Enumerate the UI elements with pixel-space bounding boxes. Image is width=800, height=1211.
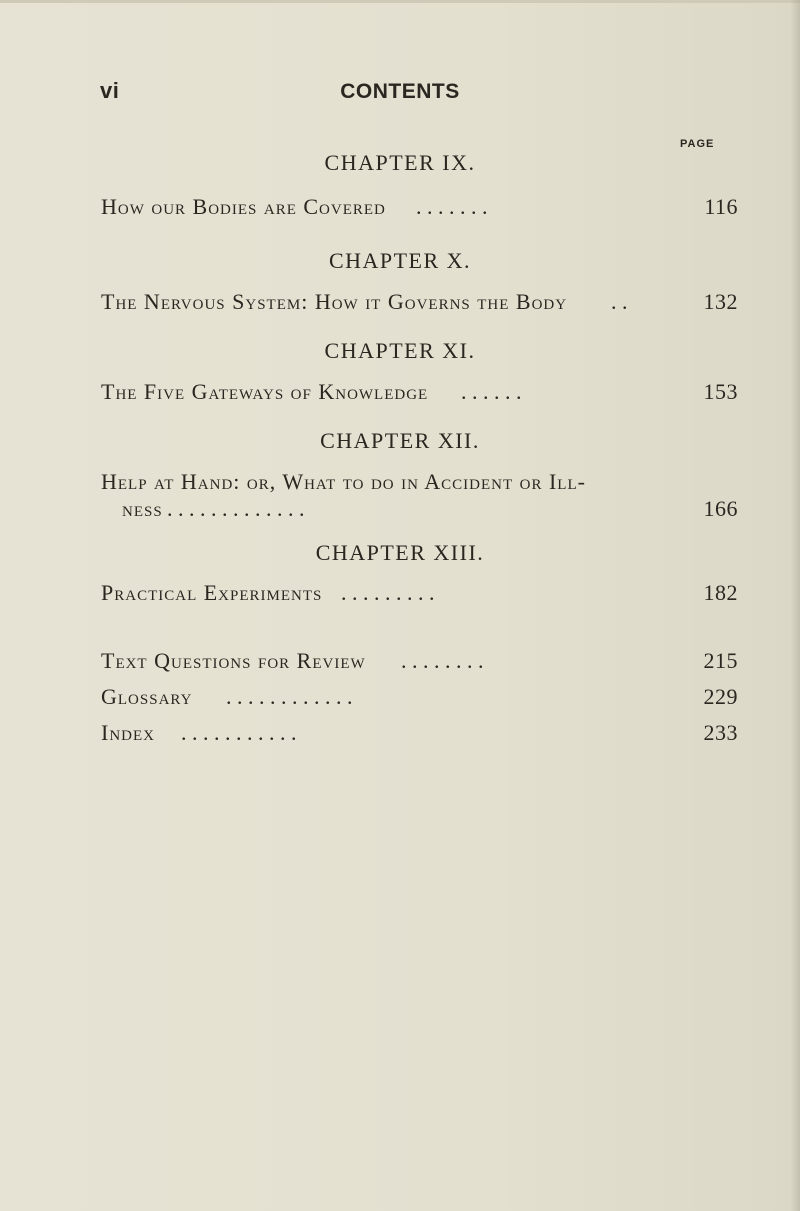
toc-entry-ix [101, 194, 738, 220]
toc-entry-title: Index [101, 720, 155, 745]
page-folio: vi [100, 78, 120, 103]
chapter-heading-ix: CHAPTER IX. [324, 150, 476, 175]
toc-entry-review-questions [101, 648, 738, 674]
dot-leader: . . . . . . . [416, 194, 488, 219]
chapter-heading-xiii: CHAPTER XIII. [315, 540, 485, 565]
chapter-heading-xii: CHAPTER XII. [320, 428, 480, 453]
toc-page-number: 233 [703, 720, 738, 745]
chapter-heading-xi: CHAPTER XI. [324, 338, 476, 363]
toc-entry-glossary [101, 684, 738, 710]
toc-page-number: 229 [703, 684, 738, 709]
running-title: CONTENTS [340, 80, 460, 103]
dot-leader: . . . . . . . . . [341, 580, 435, 605]
chapter-heading-x: CHAPTER X. [328, 248, 472, 273]
toc-entry-index [101, 720, 738, 746]
toc-page-number: 182 [703, 580, 738, 605]
page-edge-shadow [790, 0, 800, 1211]
toc-page-number: 166 [703, 496, 738, 521]
dot-leader: . . . . . . . . [401, 648, 484, 673]
toc-entry-title-continued: ness [122, 496, 163, 521]
toc-entry-title: The Nervous System: How it Governs the Body [101, 289, 568, 314]
toc-entry-title: Help at Hand: or, What to do in Accident or Ill- [101, 469, 586, 494]
toc-entry-x [101, 289, 738, 315]
toc-page-number: 116 [704, 194, 738, 219]
toc-page-number: 132 [703, 289, 738, 314]
toc-page-number: 215 [703, 648, 738, 673]
scan-top-edge [0, 0, 800, 3]
toc-entry-xiii [101, 580, 738, 606]
toc-entry-title: Glossary [101, 684, 193, 709]
toc-entry-xi [101, 379, 738, 405]
dot-leader: . . [611, 289, 628, 314]
page-column-label: PAGE [680, 138, 715, 150]
dot-leader: . . . . . . . . . . . . . [167, 496, 305, 521]
toc-page-number: 153 [703, 379, 738, 404]
dot-leader: . . . . . . . . . . . [181, 720, 297, 745]
toc-entry-title: Practical Experiments [101, 580, 323, 605]
dot-leader: . . . . . . [461, 379, 522, 404]
dot-leader: . . . . . . . . . . . . [226, 684, 353, 709]
toc-entry-title: The Five Gateways of Knowledge [101, 379, 429, 404]
toc-entry-title: How our Bodies are Covered [101, 194, 386, 219]
toc-entry-xii-line2 [122, 496, 738, 522]
toc-entry-xii-line1 [101, 469, 738, 495]
toc-entry-title: Text Questions for Review [101, 648, 366, 673]
